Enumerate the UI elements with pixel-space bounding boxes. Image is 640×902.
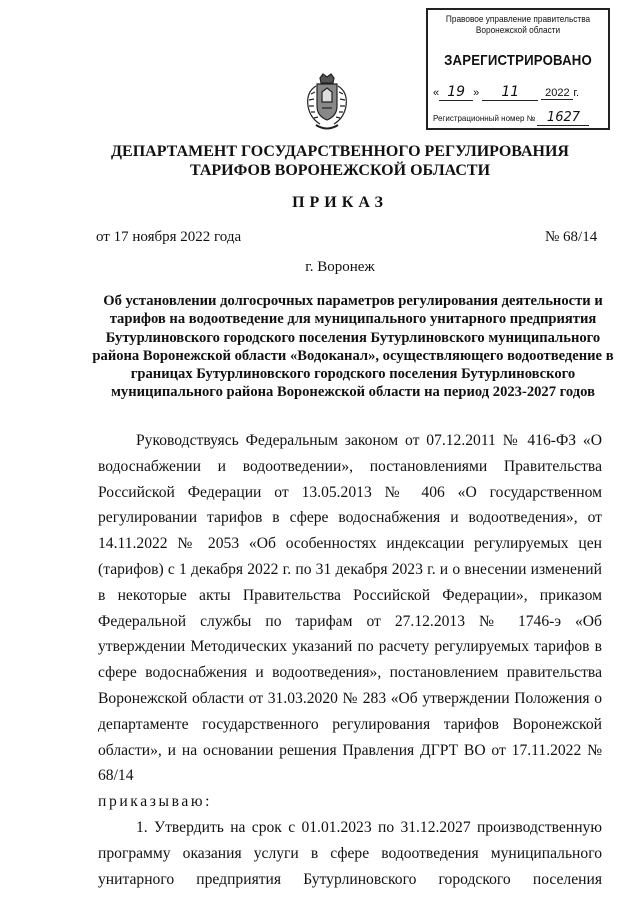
order-number: № 68/14 [545,229,598,245]
preamble-paragraph: Руководствуясь Федеральным законом от 07.12.2011 № 416-ФЗ «О водоснабжении и водоотведении», постановлениями Правительства Российской Федерации от 13.05.2013 № 406 «О государственном регулировании тарифов в сфере водоснабжения и водоотведения», от 14.11.2022 № 2053 «Об особенностях индексации регулируемых цен (тарифов) с 1 декабря 2022 г. по 31 декабря 2023 г. и о внесении изменений в некоторые акты Правительства Российской Федерации», приказом Федеральной службы по тарифам от 27.12.2013 № 1746-э «Об утверждении Методических указаний по расчету регулируемых тарифов в сфере водоснабжения и водоотведения», постановлением правительства Воронежской области от 31.03.2020 № 283 «Об утверждении Положения о департаменте государственного регулирования тарифов Воронежской области», и на основании решения Правления ДГРТ ВО от 17.11.2022 № 68/14 [98,432,602,785]
order-body [98,428,602,892]
stamp-org-line1: Правовое управление правительства [445,14,591,24]
stamp-organization [440,14,596,36]
stamp-reg-number: 1627 [537,110,589,126]
stamp-registered-label: ЗАРЕГИСТРИРОВАНО [444,52,592,69]
department-line2: ТАРИФОВ ВОРОНЕЖСКОЙ ОБЛАСТИ [189,162,491,179]
stamp-reg-number-row [433,110,603,126]
item-1-paragraph: 1. Утвердить на срок с 01.01.2023 по 31.12.2027 производственную программу оказания услуги в сфере водоотведения муниципального унитарного предприятия Бутурлиновского городского поселения [98,818,602,888]
stamp-year-suffix: г. [573,87,580,99]
stamp-date-year: 2022 [541,87,573,100]
stamp-date: « 19 » 11 2022 г. [433,84,580,100]
department-name [60,142,620,180]
stamp-date-day: 19 [439,84,473,101]
registration-stamp [426,8,610,130]
order-subject: Об установлении долгосрочных параметров регулирования деятельности и тарифов на водоотведение для муниципального унитарного предприятия Бутурлиновского городского поселения Бутурлиновского муниципального района Воронежской области «Водоканал», осуществляющего водоотведение в границах Бутурлиновского городского поселения Бутурлиновского муниципального района Воронежской области на период 2023-2027 годов [92,293,614,401]
decree-word: приказываю: [98,793,213,811]
stamp-org-line2: Воронежской области [475,25,561,35]
document-type: ПРИКАЗ [292,194,388,211]
stamp-date-month: 11 [482,84,538,101]
order-date: от 17 ноября 2022 года [96,229,242,245]
department-line1: ДЕПАРТАМЕНТ ГОСУДАРСТВЕННОГО РЕГУЛИРОВАНИЯ [111,143,569,160]
city: г. Воронеж [305,259,375,275]
stamp-reg-number-label: Регистрационный номер № [433,114,536,123]
coat-of-arms-icon [302,72,352,136]
